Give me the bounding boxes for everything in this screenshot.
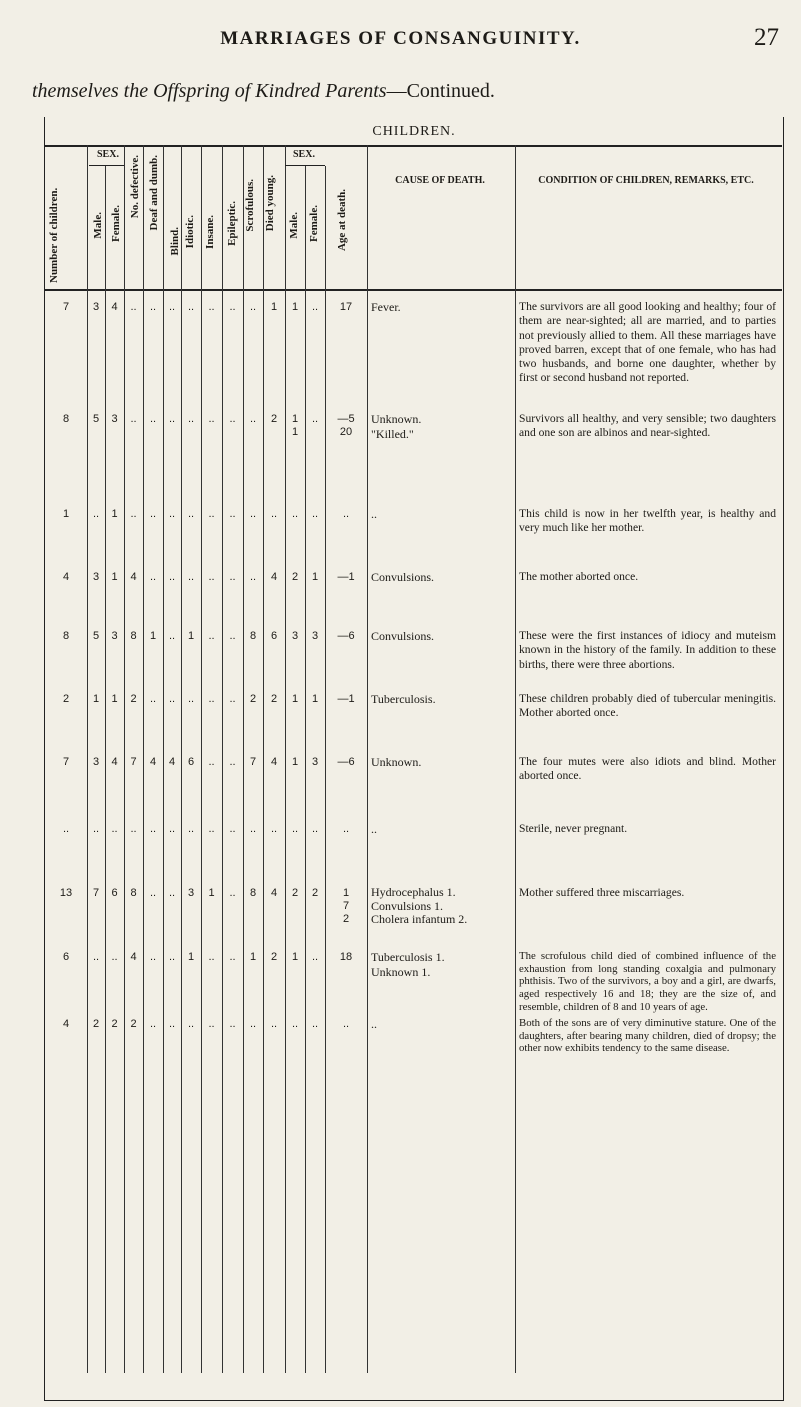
cell-deaf: 1 [149, 630, 157, 642]
condition-remark: These were the first instances of idiocy and muteism known in the history of the family. In addition to these births, there were three abortions. [519, 629, 776, 671]
cell-m2: 1 [291, 951, 299, 963]
cell-idiot: 6 [187, 756, 195, 768]
cell-deaf: 4 [149, 756, 157, 768]
cell-blind: .. [168, 301, 176, 313]
cell-m: .. [92, 951, 100, 963]
cell-n: 7 [62, 756, 70, 768]
cell-died: 1 [270, 301, 278, 313]
header-no-defective: No. defective. [129, 155, 141, 219]
cell-epi: .. [229, 630, 236, 642]
cell-def: .. [130, 413, 137, 425]
cell-blind: .. [168, 823, 176, 835]
header-number-of-children: Number of children. [48, 187, 60, 283]
cause-of-death: .. [371, 822, 377, 836]
cell-m: 2 [92, 1018, 100, 1030]
cell-idiot: .. [187, 413, 195, 425]
cell-f2: 2 [311, 887, 319, 899]
cell-scrof: .. [249, 1018, 257, 1030]
cell-insane: 1 [208, 887, 215, 899]
cell-n: .. [62, 823, 70, 835]
cell-n: 7 [62, 301, 70, 313]
cell-m: 3 [92, 301, 100, 313]
children-table [44, 117, 784, 1401]
cause-of-death: Convulsions. [371, 570, 435, 584]
cell-died: 6 [270, 630, 278, 642]
cell-blind: 4 [168, 756, 176, 768]
header-male-2: Male. [288, 212, 300, 239]
cell-scrof: .. [249, 823, 257, 835]
header-female-2: Female. [308, 205, 320, 242]
cell-f2: 3 [311, 630, 319, 642]
cell-m2: 3 [291, 630, 299, 642]
cell-f2: .. [311, 951, 319, 963]
cell-deaf: .. [149, 951, 157, 963]
cell-scrof: .. [249, 571, 257, 583]
cell-insane: .. [208, 756, 215, 768]
cell-f2: 3 [311, 756, 319, 768]
cell-idiot: 1 [187, 951, 195, 963]
cell-f: 6 [111, 887, 118, 899]
cell-deaf: .. [149, 571, 157, 583]
running-title: MARRIAGES OF CONSANGUINITY. [220, 28, 581, 49]
cell-f2: .. [311, 823, 319, 835]
cell-epi: .. [229, 756, 236, 768]
cell-idiot: .. [187, 1018, 195, 1030]
cell-deaf: .. [149, 1018, 157, 1030]
cell-def: 2 [130, 693, 137, 705]
cell-m: 7 [92, 887, 100, 899]
cell-died: 4 [270, 887, 278, 899]
cell-n: 6 [62, 951, 70, 963]
cell-idiot: .. [187, 693, 195, 705]
cell-age: 18 [339, 951, 353, 963]
cell-f2: .. [311, 508, 319, 520]
subtitle-continued: —Continued. [386, 80, 495, 102]
cell-age: 17 [339, 301, 353, 313]
cell-n: 8 [62, 630, 70, 642]
cell-scrof: 7 [249, 756, 257, 768]
cause-of-death: .. [371, 1017, 377, 1031]
cell-deaf: .. [149, 823, 157, 835]
cell-m2: 1 [291, 693, 299, 705]
cell-epi: .. [229, 951, 236, 963]
cause-of-death: Fever. [371, 300, 401, 314]
condition-remark: The mother aborted once. [519, 570, 639, 583]
cell-m2: 1 1 [291, 413, 299, 438]
cell-age: —1 [337, 693, 355, 705]
cell-f2: .. [311, 413, 319, 425]
cell-blind: .. [168, 508, 176, 520]
cell-blind: .. [168, 630, 176, 642]
cell-died: .. [270, 823, 278, 835]
cell-epi: .. [229, 823, 236, 835]
cell-scrof: .. [249, 508, 257, 520]
cell-m: .. [92, 508, 100, 520]
header-rule [45, 289, 782, 291]
cell-def: 2 [130, 1018, 137, 1030]
cell-epi: .. [229, 508, 236, 520]
cell-epi: .. [229, 1018, 236, 1030]
cell-scrof: .. [249, 413, 257, 425]
cell-died: 2 [270, 951, 278, 963]
cell-f: 1 [111, 508, 118, 520]
cell-died: .. [270, 1018, 278, 1030]
cell-blind: .. [168, 693, 176, 705]
condition-remark: The four mutes were also idiots and blind. Mother aborted once. [519, 755, 776, 783]
cell-m: 3 [92, 571, 100, 583]
cause-of-death: Convulsions. [371, 629, 435, 643]
cell-insane: .. [208, 823, 215, 835]
cell-idiot: .. [187, 508, 195, 520]
cell-insane: .. [208, 630, 215, 642]
column-rule [325, 166, 326, 1373]
cell-epi: .. [229, 413, 236, 425]
cell-f: 1 [111, 693, 118, 705]
header-blind: Blind. [169, 227, 181, 256]
cell-died: 2 [270, 693, 278, 705]
cell-idiot: .. [187, 571, 195, 583]
header-male: Male. [92, 212, 104, 239]
cell-deaf: .. [149, 693, 157, 705]
cell-m: 5 [92, 413, 100, 425]
table-subtitle [32, 80, 495, 103]
cell-age: —1 [337, 571, 355, 583]
cell-insane: .. [208, 951, 215, 963]
cell-insane: .. [208, 413, 215, 425]
cell-f2: .. [311, 301, 319, 313]
cell-def: .. [130, 823, 137, 835]
sex-rule-2 [285, 165, 325, 166]
cell-died: .. [270, 508, 278, 520]
cell-f: .. [111, 951, 118, 963]
cell-idiot: .. [187, 301, 195, 313]
cause-of-death: Hydrocephalus 1. Convulsions 1. Cholera infantum 2. [371, 885, 468, 926]
cell-insane: .. [208, 508, 215, 520]
cell-f: 4 [111, 756, 118, 768]
cell-f: 3 [111, 413, 118, 425]
cell-f2: 1 [311, 571, 319, 583]
condition-remark: Sterile, never pregnant. [519, 822, 628, 835]
column-rule [105, 166, 106, 1373]
cell-insane: .. [208, 1018, 215, 1030]
condition-remark: Survivors all healthy, and very sensible; two daughters and one son are albinos and near-sighted. [519, 412, 776, 440]
cell-def: 8 [130, 887, 137, 899]
cell-f: .. [111, 823, 118, 835]
header-condition-remarks: CONDITION OF CHILDREN, REMARKS, ETC. [538, 175, 754, 186]
cell-idiot: 3 [187, 887, 195, 899]
header-insane: Insane. [204, 215, 216, 249]
cell-n: 4 [62, 1018, 70, 1030]
cell-age: 1 7 2 [342, 887, 350, 925]
cell-m2: .. [291, 508, 299, 520]
condition-remark: Both of the sons are of very diminutive stature. One of the daughters, after bearing many children, died of dropsy; the other now exhibits tendency to the same disease. [519, 1017, 776, 1055]
cell-epi: .. [229, 887, 236, 899]
cell-epi: .. [229, 301, 236, 313]
cell-f: 2 [111, 1018, 118, 1030]
cell-insane: .. [208, 571, 215, 583]
cell-age: .. [342, 508, 350, 520]
cell-deaf: .. [149, 301, 157, 313]
cause-of-death: .. [371, 507, 377, 521]
cell-f2: .. [311, 1018, 319, 1030]
cell-age: .. [342, 1018, 350, 1030]
cell-age: .. [342, 823, 350, 835]
cell-def: 8 [130, 630, 137, 642]
header-idiotic: Idiotic. [184, 215, 196, 249]
subtitle-italic: themselves the Offspring of Kindred Parents [32, 80, 387, 102]
cell-deaf: .. [149, 508, 157, 520]
column-rule [305, 166, 306, 1373]
header-scrofulous: Scrofulous. [244, 179, 256, 232]
cell-def: 7 [130, 756, 137, 768]
cause-of-death: Unknown. "Killed." [371, 412, 422, 441]
header-sex-2: SEX. [293, 149, 315, 160]
cell-scrof: .. [249, 301, 257, 313]
sex-rule [89, 165, 124, 166]
cell-def: .. [130, 508, 137, 520]
cell-f2: 1 [311, 693, 319, 705]
cell-insane: .. [208, 693, 215, 705]
header-sex: SEX. [97, 149, 119, 160]
cell-f: 3 [111, 630, 118, 642]
cell-m: 5 [92, 630, 100, 642]
cell-idiot: 1 [187, 630, 195, 642]
caption-rule [45, 145, 782, 147]
cell-scrof: 8 [249, 630, 257, 642]
cell-scrof: 1 [249, 951, 257, 963]
cell-blind: .. [168, 887, 176, 899]
page-header [0, 24, 801, 54]
cell-m2: .. [291, 1018, 299, 1030]
header-epileptic: Epileptic. [226, 201, 238, 246]
cell-n: 4 [62, 571, 70, 583]
cell-m: .. [92, 823, 100, 835]
page-number: 27 [754, 24, 779, 51]
cause-of-death: Unknown. [371, 755, 422, 769]
cell-m2: 2 [291, 887, 299, 899]
cell-def: 4 [130, 571, 137, 583]
cell-n: 1 [62, 508, 70, 520]
condition-remark: These children probably died of tubercular meningitis. Mother aborted once. [519, 692, 776, 720]
cell-idiot: .. [187, 823, 195, 835]
table-caption: CHILDREN. [372, 124, 456, 139]
cell-n: 13 [59, 887, 73, 899]
cell-f: 4 [111, 301, 118, 313]
cause-of-death: Tuberculosis 1. Unknown 1. [371, 950, 445, 979]
cell-died: 2 [270, 413, 278, 425]
condition-remark: The scrofulous child died of combined influence of the exhaustion from long standing coxalgia and pulmonary phthisis. Two of the survivors, a boy and a girl, are dwarfs, aged respectively 16 and 18; they are the size of, and resemble, children of 8 and 10 years of age. [519, 950, 776, 1013]
condition-remark: Mother suffered three miscarriages. [519, 886, 685, 899]
cell-blind: .. [168, 571, 176, 583]
cause-of-death: Tuberculosis. [371, 692, 436, 706]
cell-blind: .. [168, 413, 176, 425]
cell-died: 4 [270, 756, 278, 768]
cell-scrof: 8 [249, 887, 257, 899]
column-rule [367, 145, 368, 1373]
cell-deaf: .. [149, 887, 157, 899]
cell-m: 3 [92, 756, 100, 768]
cell-epi: .. [229, 571, 236, 583]
cell-age: —6 [337, 630, 355, 642]
header-cause-of-death: CAUSE OF DEATH. [395, 175, 485, 186]
header-female: Female. [110, 205, 122, 242]
header-age-at-death: Age at death. [336, 189, 348, 252]
condition-remark: This child is now in her twelfth year, is healthy and very much like her mother. [519, 507, 776, 535]
cell-m2: 1 [291, 301, 299, 313]
cell-insane: .. [208, 301, 215, 313]
cell-f: 1 [111, 571, 118, 583]
cell-died: 4 [270, 571, 278, 583]
cell-def: 4 [130, 951, 137, 963]
cell-scrof: 2 [249, 693, 257, 705]
column-rule [515, 145, 516, 1373]
header-deaf-and-dumb: Deaf and dumb. [148, 155, 160, 231]
cell-epi: .. [229, 693, 236, 705]
header-died-young: Died young. [264, 175, 276, 232]
cell-m: 1 [92, 693, 100, 705]
cell-blind: .. [168, 951, 176, 963]
cell-deaf: .. [149, 413, 157, 425]
cell-n: 2 [62, 693, 70, 705]
cell-blind: .. [168, 1018, 176, 1030]
condition-remark: The survivors are all good looking and healthy; four of them are near-sighted; all are married, and to parties not previously allied to them. All these marriages have proved barren, except that of one female, who has had two husbands, and borne one daughter, whether by first or second husband not reported. [519, 300, 776, 385]
cell-n: 8 [62, 413, 70, 425]
cell-age: —5 20 [337, 413, 355, 438]
cell-m2: 1 [291, 756, 299, 768]
cell-def: .. [130, 301, 137, 313]
cell-age: —6 [337, 756, 355, 768]
cell-m2: .. [291, 823, 299, 835]
cell-m2: 2 [291, 571, 299, 583]
